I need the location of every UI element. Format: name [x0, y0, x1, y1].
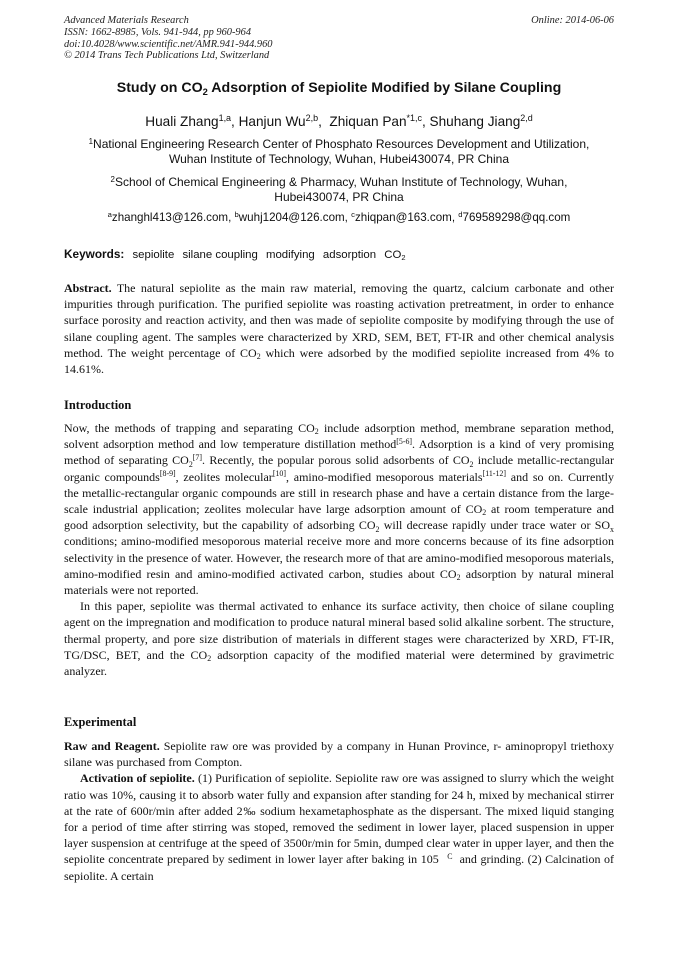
- author: Huali Zhang$^{1,a}$,: [145, 113, 239, 129]
- email[interactable]: $^c$zhiqpan@163.com: [351, 209, 452, 224]
- text-run: [5-6]: [396, 436, 413, 446]
- journal-copyright: © 2014 Trans Tech Publications Ltd, Switzerland: [64, 50, 270, 62]
- journal-header: [64, 15, 272, 62]
- text-run: 2: [207, 654, 212, 664]
- affiliation-1: $^1$National Engineering Research Center of Phosphato Resources Development and Utilization, Wuhan Institute of Technology, Wuhan, Hubei430074, PR China: [88, 136, 590, 167]
- text-run: 2: [188, 459, 193, 469]
- text-run: at room temperature and good adsorption selectivity, but the capability of adsorbing CO: [64, 502, 614, 533]
- email[interactable]: $^d$769589298@qq.com: [458, 209, 571, 224]
- author: Zhiquan Pan$^{*1,c}$,: [329, 113, 430, 129]
- text-run: x: [610, 524, 614, 534]
- paragraph: Raw and Reagent. Sepiolite raw ore was provided by a company in Hunan Province, r- aminopropyl triethoxy silane was purchased from Compton.: [64, 739, 614, 770]
- keywords-label: Keywords:: [64, 247, 125, 261]
- text-run: . Recently, the popular porous solid adsorbents of CO: [202, 453, 470, 468]
- text-run: include adsorption method, membrane separation method, solvent adsorption method and low temperature distillation method: [64, 421, 614, 452]
- email-list: $^a$zhanghl413@126.com, $^b$wuhj1204@126.com, $^c$zhiqpan@163.com, $^d$769589298@qq.com: [107, 209, 571, 224]
- keyword: $CO_2$: [384, 249, 406, 263]
- section-heading-introduction: Introduction: [64, 398, 132, 412]
- text-run: In this paper, sepiolite was thermal activated to enhance its surface activity, then choice of silane coupling agent on the impregnation and modification to produce natural mineral based solid alkaline sorbent. The structure, thermal property, and pore size distribution of materials in different stages were characterized by XRD, FT-IR, TG/DSC, BET, and the CO: [64, 599, 614, 662]
- keyword: adsorption: [322, 249, 377, 261]
- text-run: , zeolites molecular: [175, 469, 273, 484]
- text-run: will decrease rapidly under trace water or SO: [379, 518, 611, 533]
- text-run: 2: [469, 459, 474, 469]
- text-run: include metallic-rectangular organic compounds: [64, 453, 614, 484]
- email[interactable]: $^b$wuhj1204@126.com: [234, 209, 345, 224]
- text-run: [10]: [272, 469, 286, 479]
- paragraph: [64, 420, 614, 598]
- paragraph: [64, 598, 614, 679]
- text-run: 2: [456, 573, 461, 583]
- author-list: [0, 114, 678, 129]
- keywords: [64, 247, 406, 261]
- text-run: , amino-modified mesoporous materials: [286, 469, 483, 484]
- journal-name: Advanced Materials Research: [64, 15, 189, 26]
- paper-title: Study on $CO_2$ Adsorption of Sepiolite Modified by Silane Coupling: [116, 80, 562, 97]
- text-run: [7]: [192, 453, 203, 463]
- author: Shuhang Jiang$^{2,d}$: [429, 113, 533, 129]
- text-run: adsorption capacity of the modified material were determined by gravimetric analyzer.: [64, 647, 614, 679]
- text-run: [11-12]: [482, 469, 506, 479]
- text-run: [8-9]: [159, 469, 176, 479]
- keyword: modifying: [265, 249, 315, 261]
- online-date: Online: 2014-06-06: [531, 15, 614, 26]
- journal-doi: doi:10.4028/www.scientific.net/AMR.941-944.960: [64, 38, 273, 50]
- author: Hanjun Wu$^{2,b}$,: [238, 113, 330, 129]
- text-run: 2: [375, 524, 380, 534]
- affiliation-2: $^2$School of Chemical Engineering & Pharmacy, Wuhan Institute of Technology, Wuhan, Hubei430074, PR China: [110, 174, 568, 205]
- keyword: silane coupling: [182, 249, 258, 261]
- section-heading-experimental: Experimental: [64, 715, 137, 729]
- keyword: sepiolite: [132, 249, 175, 261]
- text-run: adsorption by natural mineral materials were not reported.: [64, 566, 614, 598]
- abstract: Abstract. The natural sepiolite as the main raw material, removing the quartz, calcium carbonate and other impurities through purification. The purified sepiolite was roasting activation pretreatment, in order to enhance surface porosity and reaction activity, and then was made of sepiolite composite by modifying through the use of silane coupling agent. The samples were characterized by XRD, SEM, BET, FT-IR and other chemical analysis method. The weight percentage of $CO_2$ which were adsorbed by the modified sepiolite increased from 4% to 14.61%.: [64, 281, 614, 377]
- text-run: 2: [482, 508, 487, 518]
- text-run: conditions; amino-modified mesoporous material receive more and more concerns because of its fine adsorption selectivity in the presence of water. However, the research more of that are amino-modified mesoporous materials, amino-modified resin and amino-modified activated carbon, studies about CO: [64, 534, 614, 581]
- introduction-body: [64, 420, 614, 679]
- text-run: Now, the methods of trapping and separating CO: [64, 421, 315, 435]
- text-run: 2: [314, 427, 319, 437]
- text-run: . Adsorption is a kind of very promising method of separating CO: [64, 437, 614, 468]
- journal-issn: ISSN: 1662-8985, Vols. 941-944, pp 960-964: [64, 26, 252, 38]
- paragraph: Activation of sepiolite. (1) Purification of sepiolite. Sepiolite raw ore was assigned to slurry which the weight ratio was 10%, causing it to absorb water fully and expansion after standing for 24 h, mixed by mechanical stirrer at the rate of 600r/min after added 2‰ sodium hexametaphosphate as the dispersant. The mixed liquid stanging for a period of time after stirring was stoped, removed the sediment in lower layer, placed suspension in upper layer suspension at centrifuge at the speed of 3500r/min for 5min, dumped clear water in upper layer, and then the sepiolite concentrate prepared by sediment in lower layer after baking in 105 $^C$ and grinding. (2) Calcination of sepiolite. A certain: [64, 771, 618, 883]
- experimental-body: [64, 738, 618, 884]
- text-run: and so on. Currently the metallic-rectangular organic compounds are still in research phase and have a certain distance from the large-scale industrial application; zeolites molecular have large adsorption amount of CO: [64, 469, 614, 517]
- abstract-label: Abstract.: [64, 281, 112, 295]
- email[interactable]: $^a$zhanghl413@126.com: [107, 209, 229, 224]
